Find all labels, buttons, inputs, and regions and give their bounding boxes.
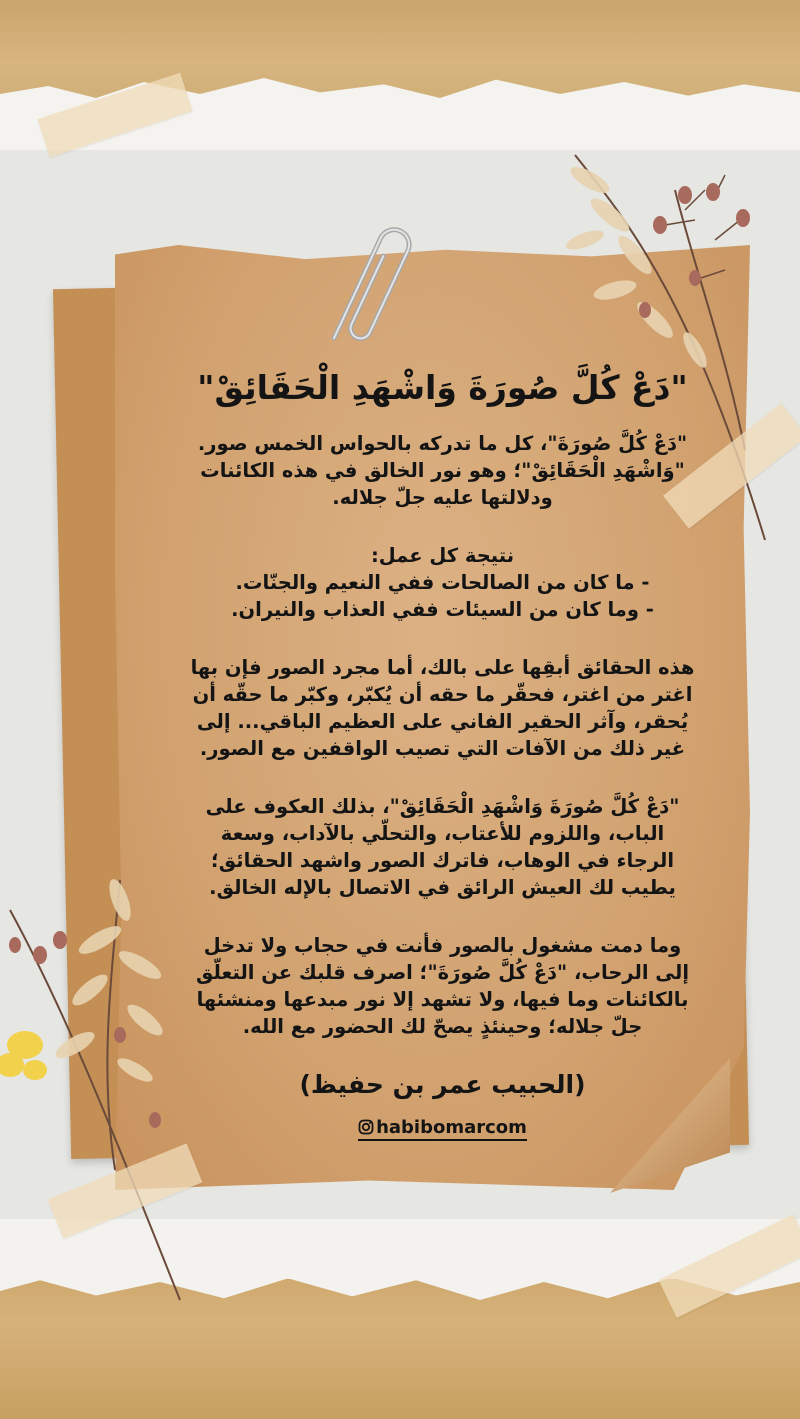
social-handle-text: habibomarcom (376, 1117, 527, 1138)
quote-title: "دَعْ كُلَّ صُورَةَ وَاشْهَدِ الْحَقَائِقْ" (197, 368, 688, 407)
text-line: جلّ جلاله؛ وحينئذٍ يصحّ لك الحضور مع الله. (242, 1015, 643, 1038)
paragraph (170, 430, 715, 511)
text-line: "دَعْ كُلَّ صُورَةَ"، كل ما تدركه بالحواس الخمس صور. (197, 432, 688, 455)
text-line: الباب، واللزوم للأعتاب، والتحلّي بالآداب، وسعة (220, 822, 665, 845)
quote-content (170, 360, 715, 1141)
paragraph (170, 793, 715, 901)
paragraph (170, 932, 715, 1040)
paragraph (170, 542, 715, 623)
paragraph (170, 654, 715, 762)
text-line: الرجاء في الوهاب، فاترك الصور واشهد الحقائق؛ (210, 849, 675, 872)
attribution: (الحبيب عمر بن حفيظ) (299, 1070, 586, 1099)
text-line: "دَعْ كُلَّ صُورَةَ وَاشْهَدِ الْحَقَائِقْ"، بذلك العكوف على (205, 795, 680, 818)
text-line: بالكائنات وما فيها، ولا تشهد إلا نور مبدعها ومنشئها (196, 988, 689, 1011)
text-line: هذه الحقائق أبقِها على بالك، أما مجرد الصور فإن بها (190, 656, 695, 679)
text-line: يطيب لك العيش الرائق في الاتصال بالإله الخالق. (209, 876, 676, 899)
text-line: "وَاشْهَدِ الْحَقَائِقْ"؛ وهو نور الخالق في هذه الكائنات (200, 459, 685, 482)
text-line: وما دمت مشغول بالصور فأنت في حجاب ولا تدخل (203, 934, 682, 957)
text-line: اغتر من اغتر، فحقّر ما حقه أن يُكبّر، وكبّر ما حقّه أن (192, 683, 693, 706)
text-line: ودلالتها عليه جلّ جلاله. (332, 486, 553, 509)
text-line: يُحقر، وآثر الحقير الفاني على العظيم الباقي... إلى (196, 710, 689, 733)
instagram-icon (358, 1119, 374, 1135)
text-line: نتيجة كل عمل: (370, 544, 515, 567)
text-line: - ما كان من الصالحات ففي النعيم والجنّات. (235, 571, 650, 594)
text-line: - وما كان من السيئات ففي العذاب والنيران. (231, 598, 654, 621)
text-line: إلى الرحاب، "دَعْ كُلَّ صُورَةَ"؛ اصرف قلبك عن التعلّق (195, 961, 690, 984)
text-line: غير ذلك من الآفات التي تصيب الواقفين مع الصور. (199, 737, 686, 760)
social-handle[interactable] (358, 1117, 527, 1141)
